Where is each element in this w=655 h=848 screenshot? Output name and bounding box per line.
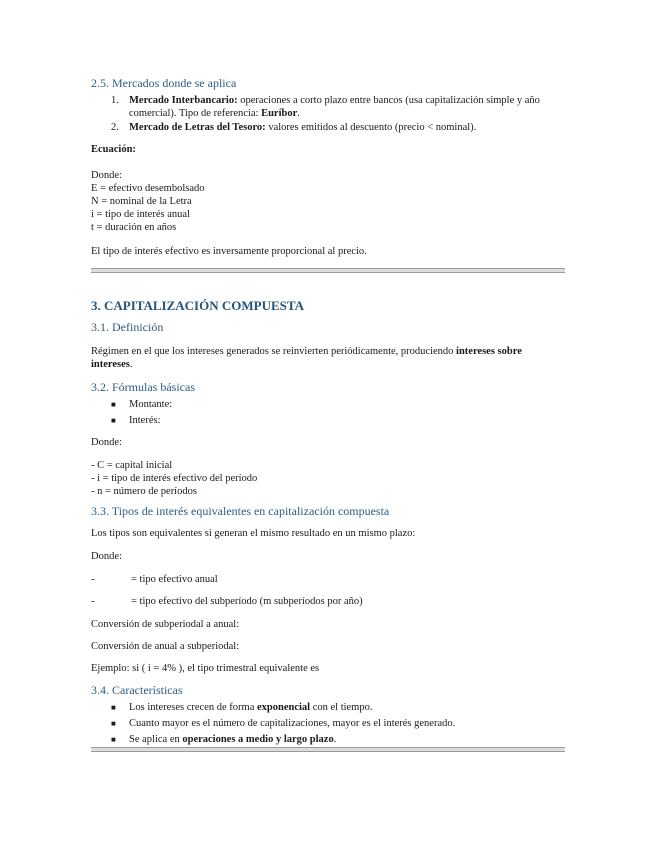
variable-dash: - [91,596,95,607]
markets-list [91,94,565,134]
variable-row [91,573,565,586]
list-item [91,701,565,714]
donde-label: Donde: [91,170,122,181]
equivalence-intro: Los tipos son equivalentes si generan el mismo resultado en un mismo plazo: [91,528,416,539]
section-3-2-heading: 3.2. Fórmulas básicas [91,380,195,394]
definition-text: Régimen en el que los intereses generados se reinvierten periódicamente, produciendo [91,346,457,357]
donde-label: Donde: [91,437,122,448]
section-divider [91,747,565,752]
list-item [91,414,565,427]
list-number: 1. [111,95,119,106]
section-3-title: 3. CAPITALIZACIÓN COMPUESTA [91,298,304,313]
conversion-line: Conversión de subperiodal a anual: [91,619,240,630]
list-item [91,398,565,411]
bullet-icon: ■ [111,719,116,728]
bullet-bold: exponencial [256,702,311,713]
ecuacion-label [91,143,565,156]
list-number: 2. [111,122,119,133]
item-text: valores emitidos al descuento (precio < nominal). [265,122,477,133]
bullet-icon: ■ [111,400,116,409]
definition-line: - i = tipo de interés efectivo del período [91,473,258,484]
variable-text: = tipo efectivo del subperíodo (m subperíodos por año) [131,596,363,607]
characteristics-list [91,701,565,746]
section-3-3-heading: 3.3. Tipos de interés equivalentes en capitalización compuesta [91,504,390,518]
price-note: El tipo de interés efectivo es inversamente proporcional al precio. [91,246,367,257]
definition-bold: intereses sobre intereses [91,346,522,370]
definition-line: - n = número de períodos [91,486,197,497]
bullet-icon: ■ [111,735,116,744]
formulas-list [91,398,565,427]
definition-line: E = efectivo desembolsado [91,183,205,194]
bullet-text: Se aplica en [129,734,183,745]
definition-paragraph [91,345,565,371]
bullet-icon: ■ [111,703,116,712]
bullet-text: Interés: [129,415,161,426]
section-2-5-heading: 2.5. Mercados donde se aplica [91,76,237,90]
bullet-text: Montante: [129,399,173,410]
definition-tail: . [129,359,133,370]
section-divider [91,268,565,273]
section-3-1-heading: 3.1. Definición [91,320,164,334]
bullet-bold: operaciones a medio y largo plazo [182,734,334,745]
section-3-4-heading: 3.4. Características [91,683,183,697]
definition-line: i = tipo de interés anual [91,209,190,220]
list-item [91,733,565,746]
example-line: Ejemplo: si ( i = 4% ), el tipo trimestral equivalente es [91,663,320,674]
list-item [91,94,565,120]
item-term: Mercado Interbancario: [129,95,238,106]
item-tail: . [297,108,300,119]
conversion-line: Conversión de anual a subperiodal: [91,641,240,652]
list-item [91,717,565,730]
bullet-tail: con el tiempo. [310,702,373,713]
variable-row [91,595,565,608]
bullet-text: Cuanto mayor es el número de capitalizaciones, mayor es el interés generado. [129,718,456,729]
definition-line: t = duración en años [91,222,177,233]
variable-text: = tipo efectivo anual [131,574,218,585]
item-term-2: Euríbor [261,108,298,119]
bullet-icon: ■ [111,416,116,425]
ecuacion-text: Ecuación: [91,144,136,155]
item-text: operaciones a corto plazo entre bancos (usa capitalización simple y año comercial). Tipo de referencia: [129,95,540,119]
donde-label: Donde: [91,551,122,562]
bullet-tail: . [333,734,337,745]
bullet-text: Los intereses crecen de forma [129,702,257,713]
variable-dash: - [91,574,95,585]
list-item [91,121,565,134]
document-content [91,76,565,752]
definition-line: - C = capital inicial [91,460,173,471]
item-term: Mercado de Letras del Tesoro: [129,122,266,133]
definition-line: N = nominal de la Letra [91,196,192,207]
